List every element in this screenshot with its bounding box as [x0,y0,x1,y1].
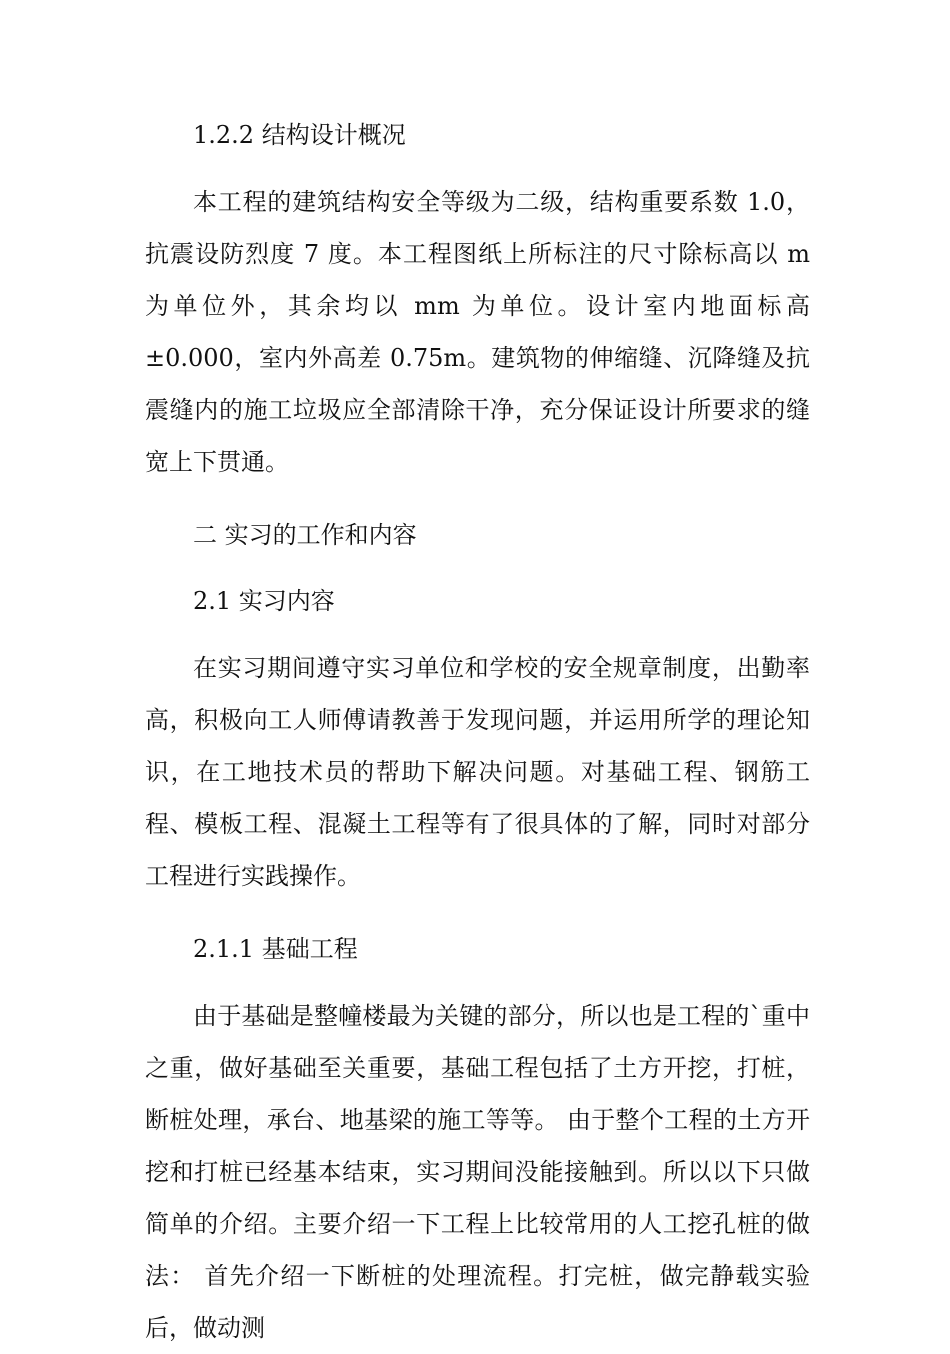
section-heading-2-1-1: 2.1.1 基础工程 [193,935,358,963]
section-heading-1-2-2: 1.2.2 结构设计概况 [193,121,406,149]
paragraph-foundation-work: 由于基础是整幢楼最为关键的部分，所以也是工程的`重中之重，做好基础至关重要，基础工程包括了土方开挖，打桩，断桩处理，承台、地基梁的施工等等。 由于整个工程的土方开挖和打桩已经基本结束，实习期间没能接触到。所以以下只做简单的介绍。主要介绍一下工程上比较常用的人工挖孔桩的做法： 首先介绍一下断桩的处理流程。打完桩，做完静载实验后，做动测 [145,1002,810,1342]
paragraph-internship-content: 在实习期间遵守实习单位和学校的安全规章制度，出勤率高，积极向工人师傅请教善于发现问题，并运用所学的理论知识，在工地技术员的帮助下解决问题。对基础工程、钢筋工程、模板工程、混凝土工程等有了很具体的了解，同时对部分工程进行实践操作。 [145,654,810,890]
document-body [145,110,810,1354]
paragraph-structure-overview: 本工程的建筑结构安全等级为二级，结构重要系数 1.0，抗震设防烈度 7 度。本工程图纸上所标注的尺寸除标高以 m 为单位外，其余均以 mm 为单位。设计室内地面标高±0.000，室内外高差 0.75m。建筑物的伸缩缝、沉降缝及抗震缝内的施工垃圾应全部清除干净，充分保证设计所要求的缝宽上下贯通。 [145,188,810,476]
section-heading-2: 二 实习的工作和内容 [193,521,417,549]
section-heading-2-1: 2.1 实习内容 [193,587,335,615]
